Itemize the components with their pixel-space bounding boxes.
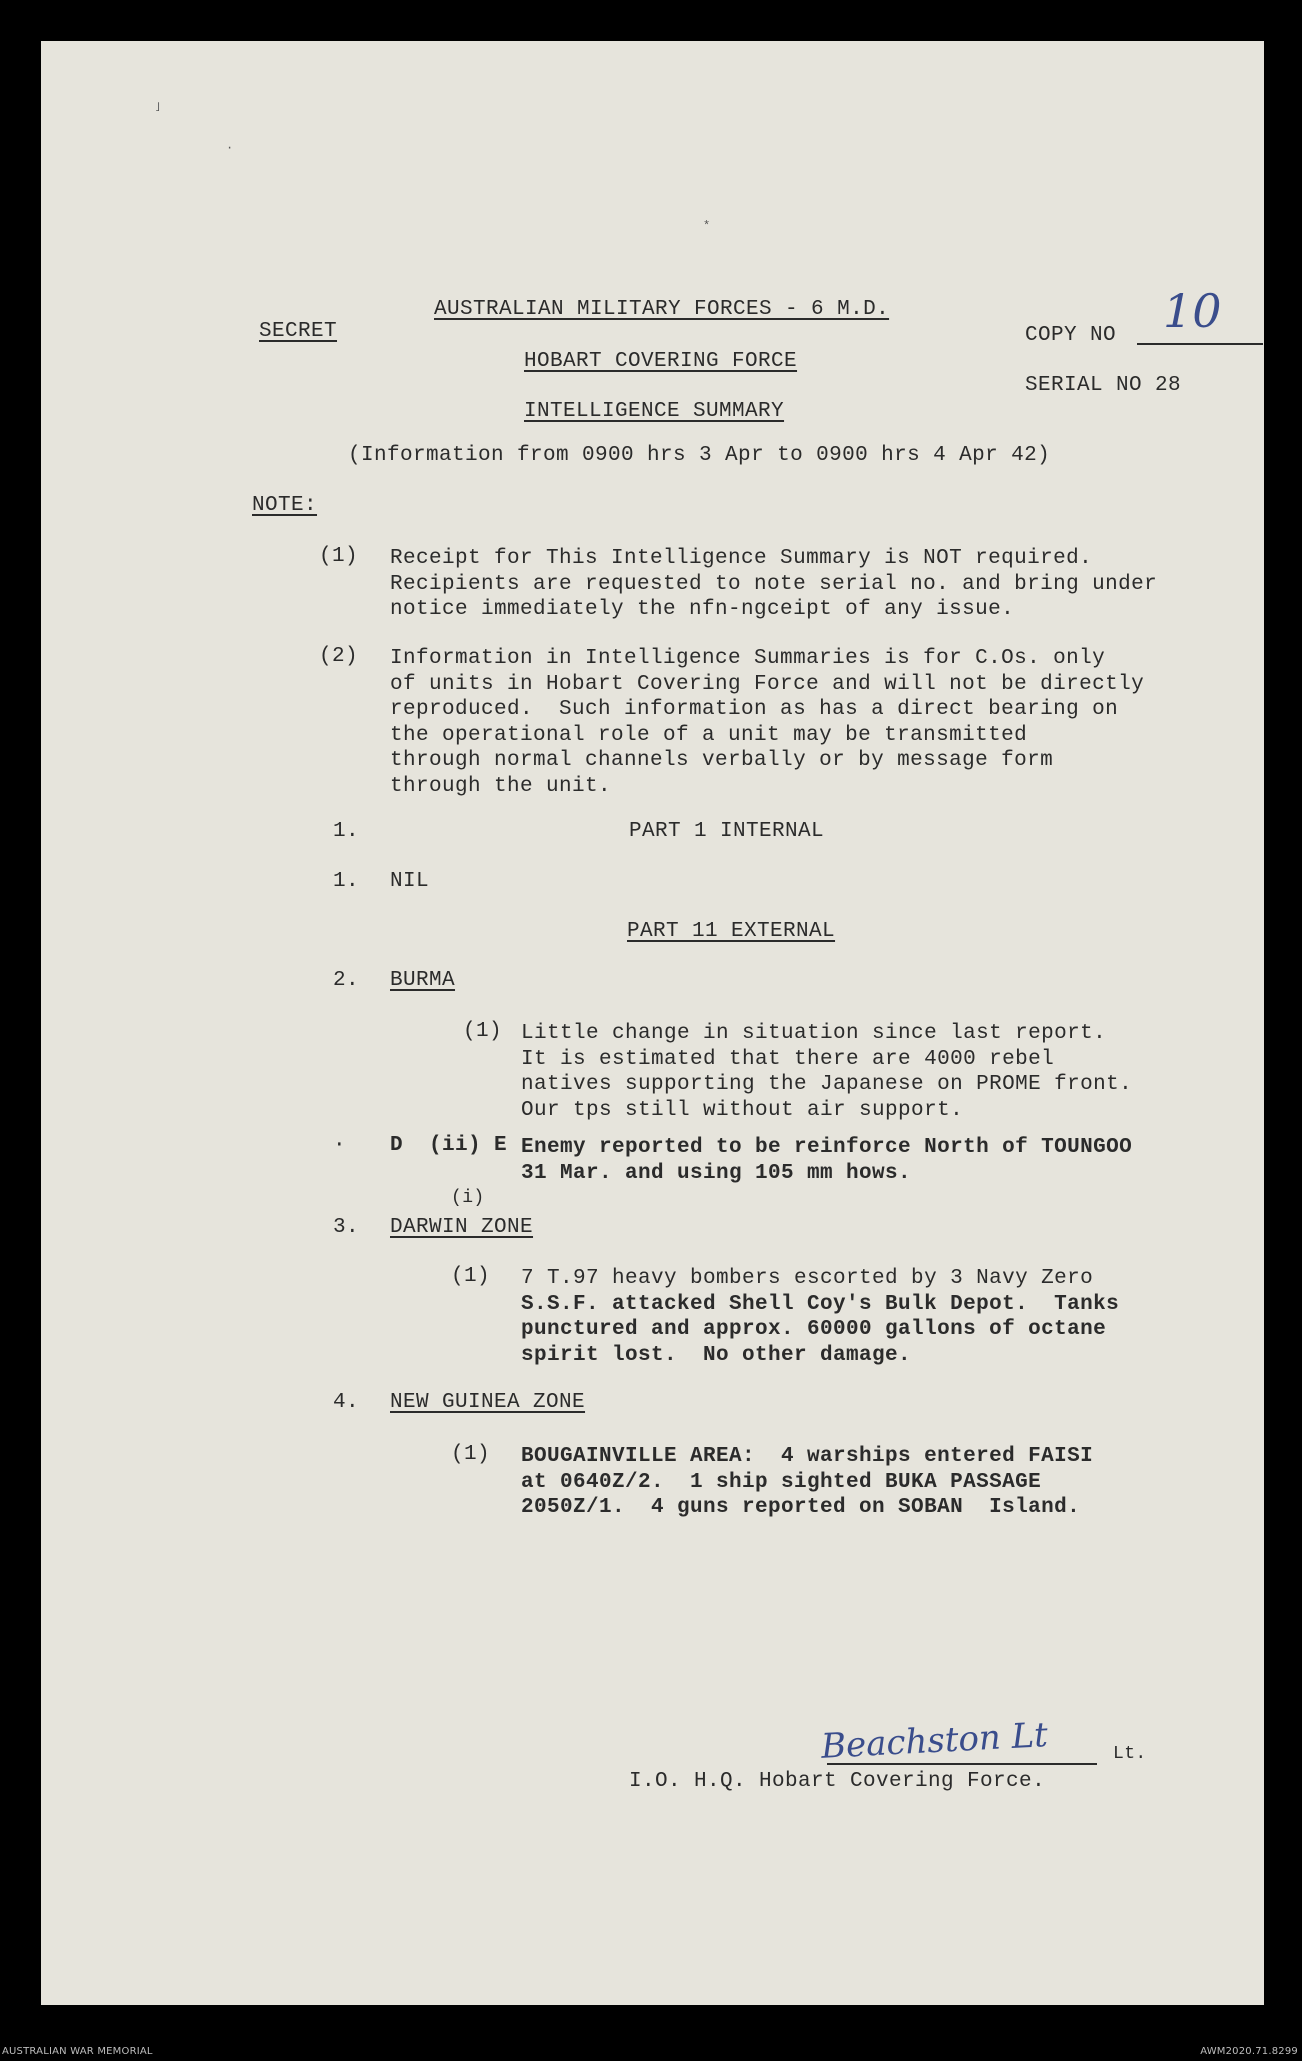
text-line: Receipt for This Intelligence Summary is NOT required. [390, 547, 1093, 570]
text-line: Information in Intelligence Summaries is for C.Os. only [390, 647, 1106, 670]
text-line: Enemy reported to be reinforce North of TOUNGOO [521, 1136, 1133, 1159]
text-line: Little change in situation since last report. [521, 1022, 1107, 1045]
document-title: AUSTRALIAN MILITARY FORCES - 6 M.D. [434, 298, 890, 321]
part1-item-text: NIL [390, 870, 430, 893]
signature-handwritten: Beachston Lt [820, 1715, 1049, 1767]
stray-mark: (i) [451, 1188, 485, 1208]
copy-number-line [1137, 343, 1263, 345]
text-line: of units in Hobart Covering Force and will not be directly [390, 672, 1145, 696]
text-line: Our tps still without air support. [521, 1098, 964, 1122]
text-line: the operational role of a unit may be transmitted [390, 723, 1028, 747]
text-line: It is estimated that there are 4000 rebel [521, 1047, 1055, 1071]
text-line: 7 T.97 heavy bombers escorted by 3 Navy Zero [521, 1267, 1094, 1290]
note-item-text [390, 546, 1157, 623]
copy-number-label: COPY NO [1025, 324, 1117, 347]
sub-item-number: (1) [451, 1443, 491, 1466]
burma-report-2 [521, 1135, 1132, 1186]
text-line: through normal channels verbally or by message form [390, 749, 1054, 772]
note-item-number: (2) [319, 645, 359, 668]
section-number: 2. [333, 969, 360, 992]
text-line: 2050Z/1. 4 guns reported on SOBAN Island. [521, 1496, 1081, 1519]
document-page [41, 41, 1264, 2005]
darwin-heading: DARWIN ZONE [390, 1216, 534, 1239]
paper-mark: ˩ [154, 101, 162, 115]
new-guinea-report [521, 1444, 1093, 1521]
paper-mark: · [226, 141, 234, 155]
text-line: through the unit. [390, 774, 612, 798]
summary-title: INTELLIGENCE SUMMARY [524, 400, 785, 423]
text-line: 31 Mar. and using 105 mm hows. [521, 1161, 912, 1185]
sub-item-number: (1) [451, 1265, 491, 1288]
new-guinea-heading: NEW GUINEA ZONE [390, 1391, 586, 1414]
text-line: punctured and approx. 60000 gallons of octane [521, 1318, 1107, 1341]
overtyped-prefix: D (ii) E [390, 1134, 508, 1157]
archive-credit: AUSTRALIAN WAR MEMORIAL [2, 2046, 153, 2057]
section-number: 1. [333, 820, 360, 843]
unit-name: HOBART COVERING FORCE [524, 350, 798, 373]
text-line: natives supporting the Japanese on PROME front. [521, 1073, 1133, 1096]
part2-heading: PART 11 EXTERNAL [627, 920, 836, 943]
note-item-text [390, 646, 1144, 799]
section-number: · [333, 1134, 347, 1157]
section-number: 1. [333, 870, 360, 893]
text-line: S.S.F. attacked Shell Coy's Bulk Depot. Tanks [521, 1292, 1120, 1316]
classification-label: SECRET [259, 320, 338, 343]
burma-heading: BURMA [390, 969, 456, 992]
text-line: notice immediately the nfn-ngceipt of any issue. [390, 598, 1015, 621]
serial-number: SERIAL NO 28 [1025, 374, 1182, 397]
burma-report [521, 1021, 1132, 1123]
signature-block: I.O. H.Q. Hobart Covering Force. [629, 1770, 1046, 1793]
text-line: at 0640Z/2. 1 ship sighted BUKA PASSAGE [521, 1470, 1042, 1494]
signature-line [827, 1763, 1097, 1765]
note-heading: NOTE: [252, 494, 318, 517]
note-item-number: (1) [319, 545, 359, 568]
archive-reference: AWM2020.71.8299 [1200, 2046, 1298, 2057]
text-line: spirit lost. No other damage. [521, 1343, 912, 1367]
text-line: Recipients are requested to note serial no. and bring under [390, 572, 1158, 596]
paper-mark: * [703, 219, 711, 233]
darwin-report [521, 1266, 1119, 1368]
section-number: 4. [333, 1391, 360, 1414]
copy-number-handwritten: 10 [1163, 284, 1222, 338]
section-number: 3. [333, 1216, 360, 1239]
text-line: BOUGAINVILLE AREA: 4 warships entered FAISI [521, 1445, 1094, 1468]
part1-heading: PART 1 INTERNAL [629, 820, 825, 843]
reporting-period: (Information from 0900 hrs 3 Apr to 0900 hrs 4 Apr 42) [348, 444, 1051, 467]
signature-rank: Lt. [1113, 1744, 1147, 1764]
sub-item-number: (1) [463, 1020, 503, 1043]
text-line: reproduced. Such information as has a direct bearing on [390, 698, 1119, 721]
